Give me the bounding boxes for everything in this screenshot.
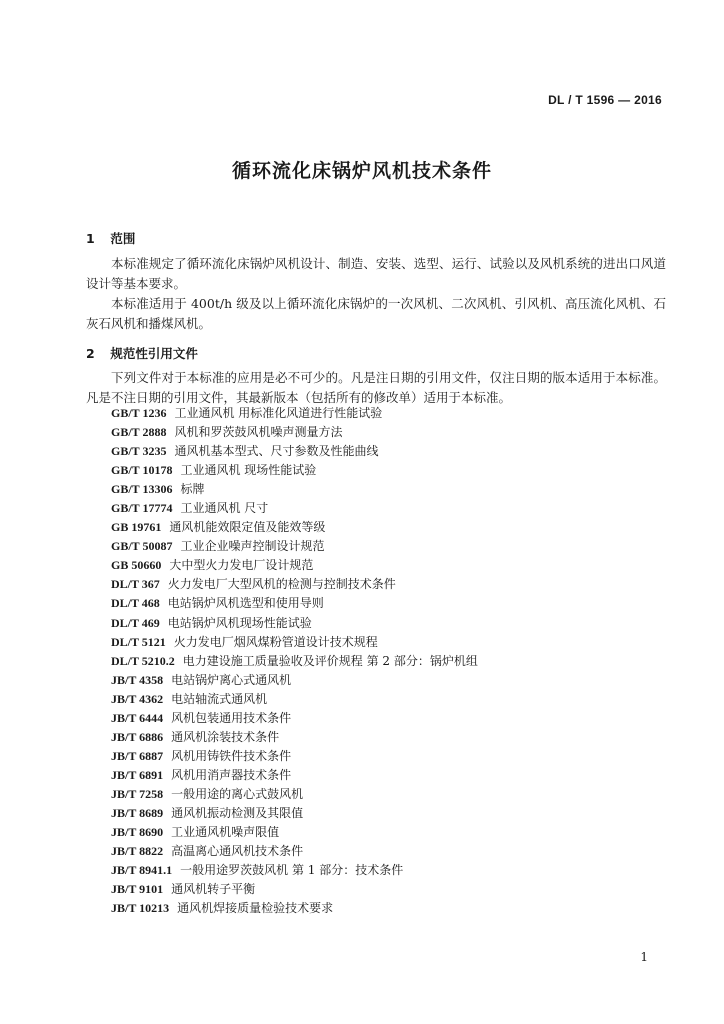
reference-code: JB/T 8941.1 [111,863,173,878]
reference-list [111,404,478,918]
reference-code: JB/T 6444 [111,710,164,725]
section-2-heading [86,344,198,362]
reference-code: JB/T 6891 [111,767,164,782]
reference-item [111,518,478,537]
reference-item [111,575,478,594]
document-title: 循环流化床锅炉风机技术条件 [231,160,492,182]
reference-title: 大中型火力发电厂设计规范 [169,558,314,573]
reference-title: 工业企业噪声控制设计规范 [180,539,325,554]
section-1-number: 1 [86,231,95,246]
reference-title: 通风机转子平衡 [171,882,256,897]
reference-item [111,766,478,785]
reference-code: GB/T 3235 [111,444,167,459]
reference-code: DL/T 5210.2 [111,653,175,668]
reference-item [111,880,478,899]
reference-code: JB/T 9101 [111,882,164,897]
reference-title: 通风机基本型式、尺寸参数及性能曲线 [174,444,379,459]
section-1-title: 范围 [110,231,136,246]
reference-code: GB/T 17774 [111,501,173,516]
reference-title: 电站锅炉风机选型和使用导则 [167,596,324,611]
reference-title: 通风机振动检测及其限值 [171,805,304,820]
reference-title: 工业通风机 现场性能试验 [180,463,317,478]
reference-item [111,480,478,499]
reference-code: GB/T 1236 [111,406,167,420]
reference-code: GB 50660 [111,558,162,573]
reference-title: 电力建设施工质量验收及评价规程 第 2 部分：锅炉机组 [182,653,478,668]
reference-title: 通风机能效限定值及能效等级 [169,520,326,535]
reference-item [111,709,478,728]
reference-code: JB/T 8689 [111,805,164,820]
reference-title: 工业通风机 尺寸 [180,501,269,516]
reference-title: 工业通风机噪声限值 [171,825,280,840]
reference-item [111,747,478,766]
section-1-paragraph-1: 本标准规定了循环流化床锅炉风机设计、制造、安装、选型、运行、试验以及风机系统的进出口风道设计等基本要求。 [86,256,666,291]
reference-code: JB/T 10213 [111,901,170,916]
reference-title: 电站锅炉离心式通风机 [171,672,292,687]
reference-title: 通风机涂装技术条件 [171,729,280,744]
reference-code: JB/T 7258 [111,786,164,801]
reference-item [111,899,478,918]
section-2-title: 规范性引用文件 [110,346,198,361]
reference-item [111,404,478,423]
reference-code: JB/T 6887 [111,748,164,763]
reference-code: JB/T 8690 [111,825,164,840]
reference-code: GB 19761 [111,520,162,535]
reference-code: JB/T 6886 [111,729,164,744]
reference-item [111,594,478,613]
reference-code: GB/T 13306 [111,482,173,497]
reference-item [111,461,478,480]
reference-code: JB/T 4362 [111,691,164,706]
section-2-intro: 下列文件对于本标准的应用是必不可少的。凡是注日期的引用文件，仅注日期的版本适用于本标准。凡是不注日期的引用文件，其最新版本（包括所有的修改单）适用于本标准。 [86,370,666,405]
reference-item [111,804,478,823]
reference-code: GB/T 10178 [111,463,173,478]
reference-title: 高温离心通风机技术条件 [171,844,304,859]
reference-item [111,614,478,633]
reference-item [111,861,478,880]
section-2-number: 2 [86,346,95,361]
reference-title: 火力发电厂大型风机的检测与控制技术条件 [167,577,396,592]
reference-item [111,842,478,861]
reference-item [111,499,478,518]
reference-title: 风机和罗茨鼓风机噪声测量方法 [174,425,343,440]
reference-item [111,423,478,442]
reference-title: 风机用消声器技术条件 [171,767,292,782]
reference-title: 风机包装通用技术条件 [171,710,292,725]
reference-code: DL/T 469 [111,615,160,630]
reference-code: GB/T 50087 [111,539,173,554]
reference-title: 电站轴流式通风机 [171,691,268,706]
reference-title: 通风机焊接质量检验技术要求 [177,901,334,916]
reference-item [111,728,478,747]
standard-code: DL / T 1596 — 2016 [548,93,662,107]
reference-item [111,690,478,709]
reference-item [111,785,478,804]
section-1-paragraph-2: 本标准适用于 400t/h 级及以上循环流化床锅炉的一次风机、二次风机、引风机、高压流化风机、石灰石风机和播煤风机。 [86,296,666,331]
reference-title: 一般用途罗茨鼓风机 第 1 部分：技术条件 [180,863,404,878]
reference-title: 火力发电厂烟风煤粉管道设计技术规程 [173,634,378,649]
reference-item [111,652,478,671]
reference-title: 一般用途的离心式鼓风机 [171,786,304,801]
reference-code: JB/T 8822 [111,844,164,859]
reference-title: 电站锅炉风机现场性能试验 [167,615,312,630]
reference-title: 风机用铸铁件技术条件 [171,748,292,763]
reference-code: JB/T 4358 [111,672,164,687]
reference-title: 标牌 [180,482,205,497]
reference-code: GB/T 2888 [111,425,167,440]
reference-code: DL/T 5121 [111,634,166,649]
reference-item [111,671,478,690]
section-1-heading [86,229,135,247]
reference-item [111,823,478,842]
reference-code: DL/T 367 [111,577,160,592]
reference-title: 工业通风机 用标准化风道进行性能试验 [174,406,383,420]
reference-item [111,633,478,652]
page-number: 1 [640,950,648,964]
reference-item [111,556,478,575]
reference-item [111,537,478,556]
reference-item [111,442,478,461]
reference-code: DL/T 468 [111,596,160,611]
